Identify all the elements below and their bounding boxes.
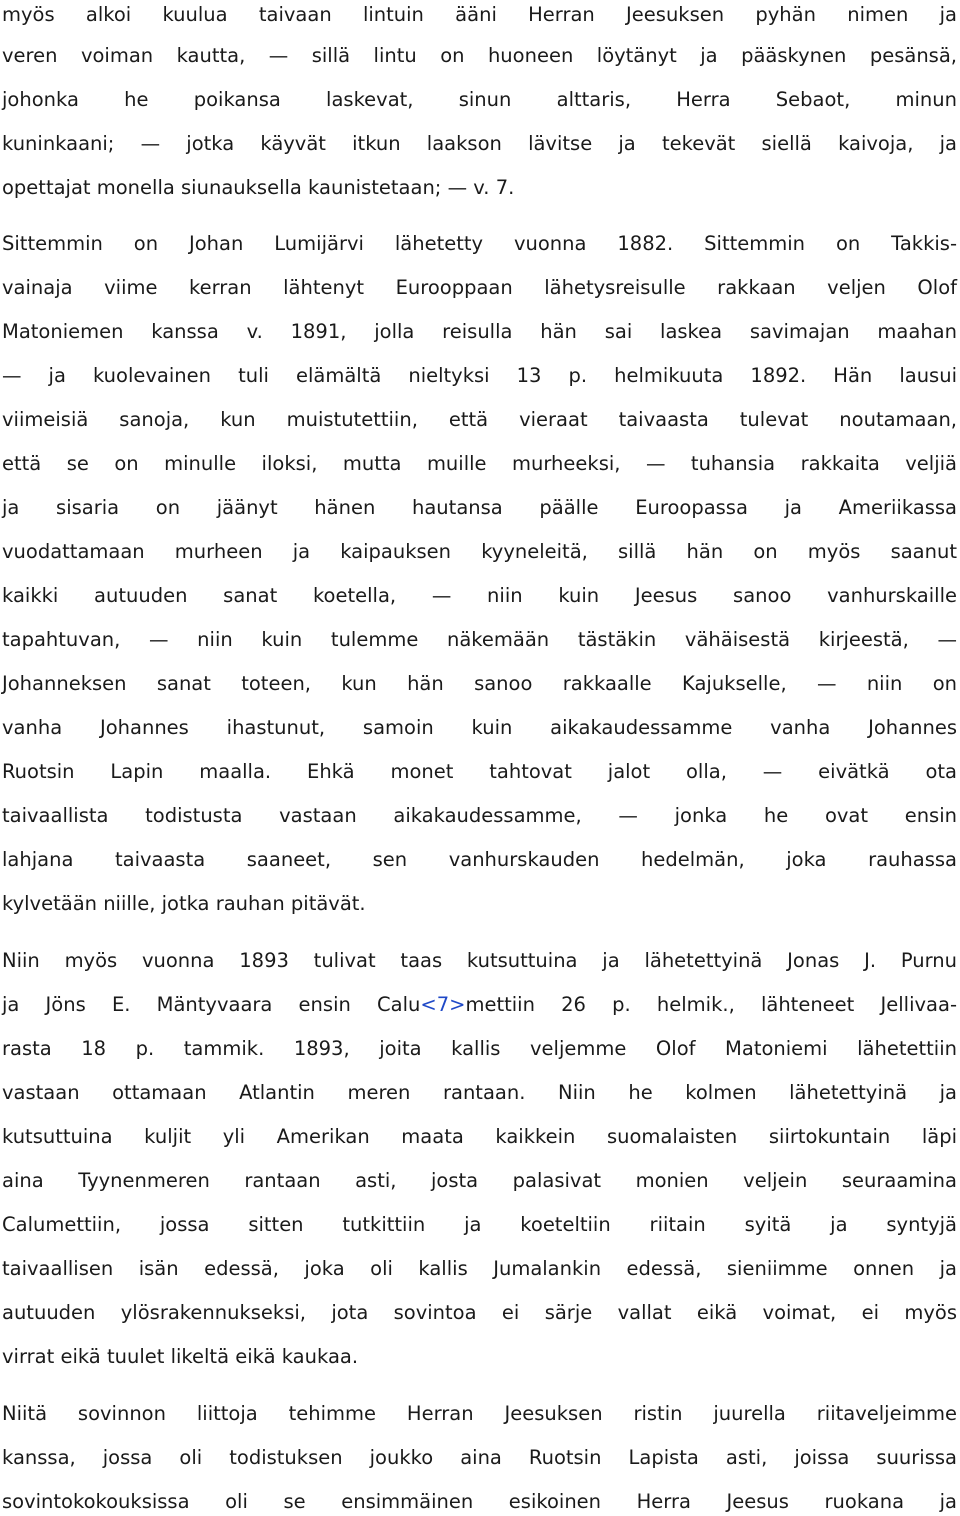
text-line: ja sisaria on jäänyt hänen hautansa päälle Euroopassa ja Ameriikassa: [2, 496, 957, 519]
text-line: vuodattamaan murheen ja kaipauksen kyyneleitä, sillä hän on myös saanut: [2, 540, 957, 563]
text-line: opettajat monella siunauksella kaunistetaan; — v. 7.: [2, 176, 515, 199]
text-line: viimeisiä sanoja, kun muistutettiin, että vieraat taivaasta tulevat noutamaan,: [2, 408, 957, 431]
text-line: kylvetään niille, jotka rauhan pitävät.: [2, 892, 366, 915]
page-marker-link[interactable]: <7>: [420, 993, 466, 1016]
text-line: johonka he poikansa laskevat, sinun alttaris, Herra Sebaot, minun: [2, 88, 957, 111]
text-line: veren voiman kautta, — sillä lintu on huoneen löytänyt ja pääskynen pesänsä,: [2, 44, 957, 67]
text-line: kaikki autuuden sanat koetella, — niin kuin Jeesus sanoo vanhurskaille: [2, 584, 957, 607]
text-line: että se on minulle iloksi, mutta muille murheeksi, — tuhansia rakkaita veljiä: [2, 452, 957, 475]
text-line: — ja kuolevainen tuli elämältä nieltyksi 13 p. helmikuuta 1892. Hän lausui: [2, 364, 957, 387]
text-line: Sittemmin on Johan Lumijärvi lähetetty vuonna 1882. Sittemmin on Takkis-: [2, 232, 957, 255]
text-line: taivaallisen isän edessä, joka oli kallis Jumalankin edessä, sieniimme onnen ja: [2, 1257, 957, 1280]
text-line: aina Tyynenmeren rantaan asti, josta palasivat monien veljein seuraamina: [2, 1169, 957, 1192]
text-line: kanssa, jossa oli todistuksen joukko aina Ruotsin Lapista asti, joissa suurissa: [2, 1446, 957, 1469]
text-line: Ruotsin Lapin maalla. Ehkä monet tahtovat jalot olla, — eivätkä ota: [2, 760, 957, 783]
text-line: taivaallista todistusta vastaan aikakaudessamme, — jonka he ovat ensin: [2, 804, 957, 827]
text-line: vainaja viime kerran lähtenyt Eurooppaan lähetysreisulle rakkaan veljen Olof: [2, 276, 957, 299]
text-line: vanha Johannes ihastunut, samoin kuin aikakaudessamme vanha Johannes: [2, 716, 957, 739]
text-line: Matoniemen kanssa v. 1891, jolla reisulla hän sai laskea savimajan maahan: [2, 320, 957, 343]
text-line: myös alkoi kuulua taivaan lintuin ääni Herran Jeesuksen pyhän nimen ja: [2, 3, 957, 26]
text-line: Niin myös vuonna 1893 tulivat taas kutsuttuina ja lähetettyinä Jonas J. Purnu: [2, 949, 957, 972]
text-segment: ja Jöns E. Mäntyvaara ensin Calu: [2, 993, 421, 1016]
text-line: autuuden ylösrakennukseksi, jota sovintoa ei särje vallat eikä voimat, ei myös: [2, 1301, 957, 1324]
text-line: Johanneksen sanat toteen, kun hän sanoo rakkaalle Kajukselle, — niin on: [2, 672, 957, 695]
text-line: kuninkaani; — jotka käyvät itkun laakson lävitse ja tekevät siellä kaivoja, ja: [2, 132, 957, 155]
text-line: [2, 990, 957, 1020]
text-line: rasta 18 p. tammik. 1893, joita kallis veljemme Olof Matoniemi lähetettiin: [2, 1037, 957, 1060]
text-segment: mettiin 26 p. helmik., lähteneet Jellivaa-: [465, 993, 957, 1016]
text-line: Niitä sovinnon liittoja tehimme Herran Jeesuksen ristin juurella riitaveljeimme: [2, 1402, 957, 1425]
text-line: Calumettiin, jossa sitten tutkittiin ja koeteltiin riitain syitä ja syntyjä: [2, 1213, 957, 1236]
text-line: tapahtuvan, — niin kuin tulemme näkemään tästäkin vähäisestä kirjeestä, —: [2, 628, 957, 651]
text-line: lahjana taivaasta saaneet, sen vanhurskauden hedelmän, joka rauhassa: [2, 848, 957, 871]
text-line: virrat eikä tuulet likeltä eikä kaukaa.: [2, 1345, 359, 1368]
text-line: vastaan ottamaan Atlantin meren rantaan. Niin he kolmen lähetettyinä ja: [2, 1081, 957, 1104]
text-line: kutsuttuina kuljit yli Amerikan maata kaikkein suomalaisten siirtokuntain läpi: [2, 1125, 957, 1148]
text-line: sovintokokouksissa oli se ensimmäinen esikoinen Herra Jeesus ruokana ja: [2, 1490, 957, 1513]
